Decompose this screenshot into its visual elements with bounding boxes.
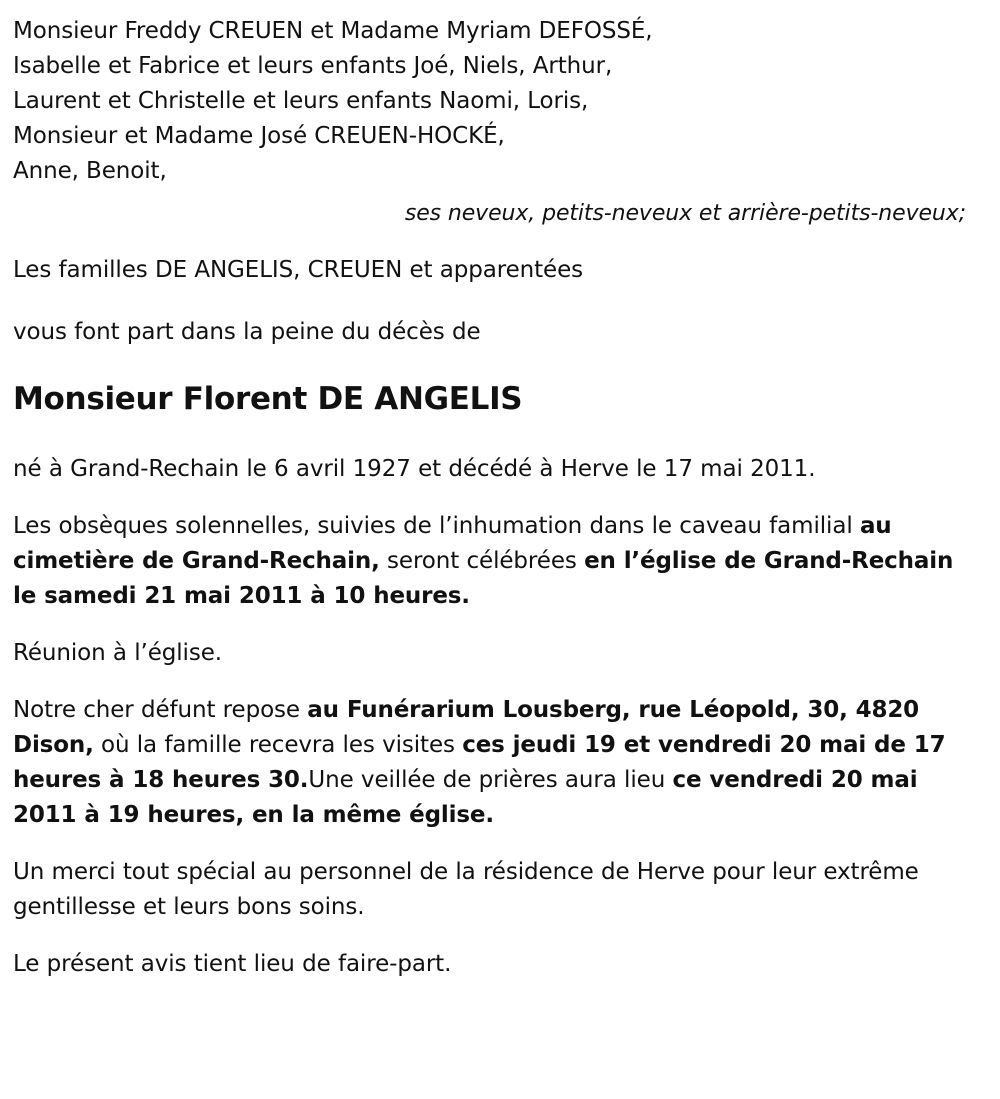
spacer [13,614,978,636]
birth-death-line: né à Grand-Rechain le 6 avril 1927 et décédé à Herve le 17 mai 2011. [13,456,816,482]
funeral-text-plain-2: seront célébrées [379,548,585,574]
funeral-details-paragraph [13,509,978,614]
spacer [13,418,978,452]
repose-text-plain-2: où la famille recevra les visites [93,732,463,758]
family-line: Anne, Benoit, [13,158,167,184]
funeral-church-datetime-bold: en l’église de Grand-Rechain le samedi 21 mai 2011 à 10 heures. [13,548,954,609]
family-line: Monsieur et Madame José CREUEN-HOCKÉ, [13,123,505,149]
funeral-home-address-bold: au Funérarium Lousberg, rue Léopold, 30, 4820 Dison, [13,697,920,758]
announcing-family-list [13,14,978,189]
spacer [13,231,978,253]
repose-paragraph [13,693,978,833]
visiting-hours-bold: ces jeudi 19 et vendredi 20 mai de 17 heures à 18 heures 30. [13,732,946,793]
family-line: Laurent et Christelle et leurs enfants Naomi, Loris, [13,88,589,114]
relation-note: ses neveux, petits-neveux et arrière-petits-neveux; [404,201,966,226]
funeral-text-plain: Les obsèques solennelles, suivies de l’inhumation dans le caveau familial [13,513,860,539]
spacer [13,350,978,380]
funeral-cemetery-bold: au cimetière de Grand-Rechain, [13,513,892,574]
announcement-intro: vous font part dans la peine du décès de [13,319,481,345]
spacer [13,487,978,509]
other-families-line: Les familles DE ANGELIS, CREUEN et apparentées [13,257,584,283]
spacer [13,925,978,947]
spacer [13,833,978,855]
deceased-name: Monsieur Florent DE ANGELIS [13,381,523,417]
family-line: Monsieur Freddy CREUEN et Madame Myriam DEFOSSÉ, [13,18,653,44]
repose-text-plain: Notre cher défunt repose [13,697,308,723]
prayer-vigil-bold: ce vendredi 20 mai 2011 à 19 heures, en la même église. [13,767,918,828]
family-line: Isabelle et Fabrice et leurs enfants Joé, Niels, Arthur, [13,53,613,79]
thanks-paragraph: Un merci tout spécial au personnel de la résidence de Herve pour leur extrême gentillesse et leurs bons soins. [13,859,919,920]
reunion-line: Réunion à l’église. [13,640,222,666]
spacer [13,671,978,693]
repose-text-plain-3: Une veillée de prières aura lieu [308,767,673,793]
spacer [13,288,978,315]
closing-line: Le présent avis tient lieu de faire-part. [13,951,452,977]
